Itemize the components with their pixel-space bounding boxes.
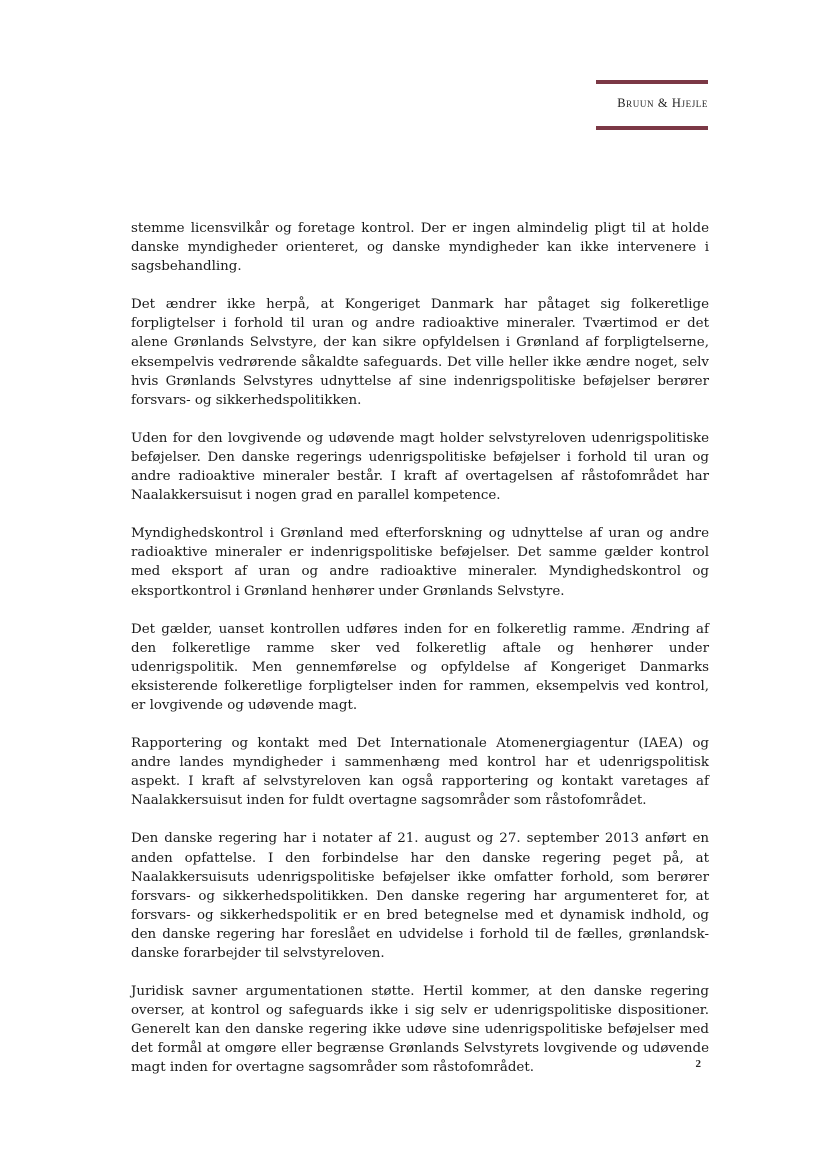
paragraph: Den danske regering har i notater af 21. august og 27. september 2013 anført en anden opfattelse. I den forbindelse har den danske regering peget på, at Naalakkersuisuts udenrigspolitiske beføjelser ikke omfatter forhold, som berører forsvars- og sikkerhedspolitikken. Den danske regering har argumenteret for, at forsvars- og sikkerhedspolitik er en bred betegnelse med et dynamisk indhold, og den danske regering har foreslået en udvidelse i forhold til de fælles, grønlandsk-danske forarbejder til selvstyreloven. — [131, 831, 709, 961]
header-rule-top — [596, 80, 708, 84]
paragraph: Juridisk savner argumentationen støtte. Hertil kommer, at den danske regering overser, at kontrol og safeguards ikke i sig selv er udenrigspolitiske dispositioner. Generelt kan den danske regering ikke udøve sine udenrigspolitiske beføjelser med det formål at omgøre eller begrænse Grønlands Selvstyrets lovgivende og udøvende magt inden for overtagne sagsområder som råstofområdet. — [131, 984, 709, 1076]
paragraph: Rapportering og kontakt med Det Internationale Atomenergiagentur (IAEA) og andre landes myndigheder i sammenhæng med kontrol har et udenrigspolitisk aspekt. I kraft af selvstyreloven kan også rapportering og kontakt varetages af Naalakkersuisut inden for fuldt overtagne sagsområder som råstofområdet. — [131, 736, 709, 809]
page-number: 2 — [695, 1058, 701, 1070]
paragraph: Det gælder, uanset kontrollen udføres inden for en folkeretlig ramme. Ændring af den folkeretlige ramme sker ved folkeretlig aftale og henhører under udenrigspolitik. Men gennemførelse og opfyldelse af Kongeriget Danmarks eksisterende folkeretlige forpligtelser inden for rammen, eksempelvis ved kontrol, er lovgivende og udøvende magt. — [131, 621, 709, 713]
paragraph: Myndighedskontrol i Grønland med efterforskning og udnyttelse af uran og andre radioaktive mineraler er indenrigspolitiske beføjelser. Det samme gælder kontrol med eksport af uran og andre radioaktive mineraler. Myndighedskontrol og eksportkontrol i Grønland henhører under Grønlands Selvstyre. — [131, 526, 709, 599]
letterhead-brand: Bruun & Hjejle — [617, 96, 708, 110]
document-body — [131, 219, 709, 1097]
paragraph: Det ændrer ikke herpå, at Kongeriget Danmark har påtaget sig folkeretlige forpligtelser i forhold til uran og andre radioaktive mineraler. Tværtimod er det alene Grønlands Selvstyre, der kan sikre opfyldelsen i Grønland af forpligtelserne, eksempelvis vedrørende såkaldte safeguards. Det ville heller ikke ændre noget, selv hvis Grønlands Selvstyres udnyttelse af sine indenrigspolitiske beføjelser berører forsvars- og sikkerhedspolitikken. — [131, 297, 709, 408]
paragraph: Uden for den lovgivende og udøvende magt holder selvstyreloven udenrigspolitiske beføjelser. Den danske regerings udenrigspolitiske beføjelser i forhold til uran og andre radioaktive mineraler består. I kraft af overtagelsen af råstofområdet har Naalakkersuisut i nogen grad en parallel kompetence. — [131, 430, 709, 504]
header-rule-bottom — [596, 126, 708, 130]
paragraph: stemme licensvilkår og foretage kontrol. Der er ingen almindelig pligt til at holde danske myndigheder orienteret, og danske myndigheder kan ikke intervenere i sagsbehandling. — [131, 221, 709, 275]
